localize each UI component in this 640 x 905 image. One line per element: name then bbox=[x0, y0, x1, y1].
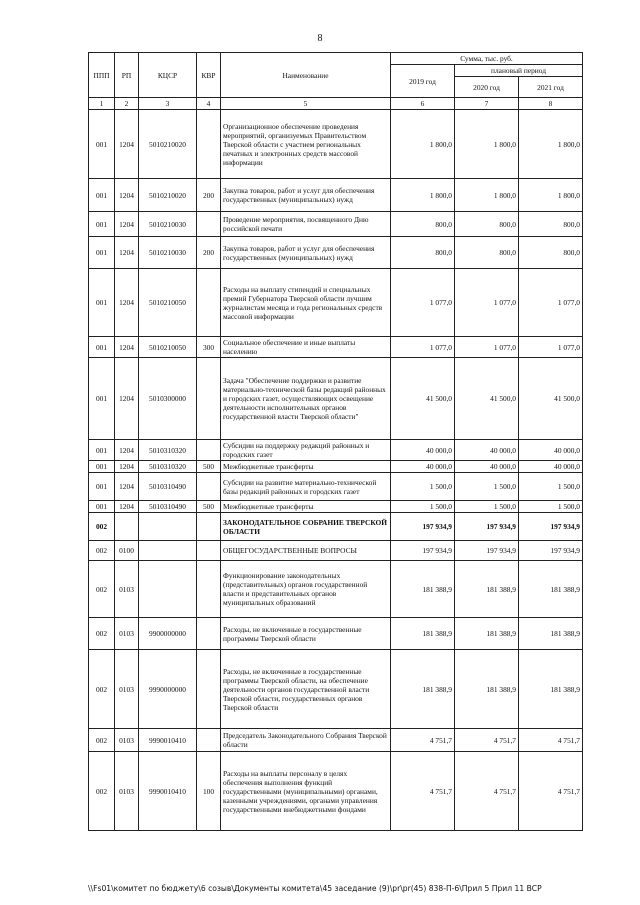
table-row bbox=[89, 337, 583, 358]
table-row bbox=[89, 501, 583, 513]
cell-kvr bbox=[197, 440, 221, 461]
table-row bbox=[89, 541, 583, 561]
cell-ppp: 002 bbox=[89, 752, 115, 831]
cell-2020: 1 077,0 bbox=[455, 269, 519, 337]
cell-2019: 800,0 bbox=[391, 237, 455, 269]
cell-name: Организационное обеспечение проведения мероприятий, организуемых Правительством Тверской области с участием региональных печатных и электронных средств массовой информации bbox=[221, 110, 391, 179]
cell-2020: 181 388,9 bbox=[455, 618, 519, 650]
cell-2019: 1 500,0 bbox=[391, 473, 455, 501]
cell-ppp: 001 bbox=[89, 501, 115, 513]
cell-2019: 41 500,0 bbox=[391, 358, 455, 440]
cell-rp: 1204 bbox=[115, 110, 139, 179]
header-2019: 2019 год bbox=[391, 65, 455, 98]
table-row bbox=[89, 473, 583, 501]
cell-2019: 1 077,0 bbox=[391, 337, 455, 358]
cell-name: Функционирование законодательных (представительных) органов государственной власти и представительных органов муниципальных образований bbox=[221, 561, 391, 618]
cell-2020: 181 388,9 bbox=[455, 561, 519, 618]
table-row bbox=[89, 461, 583, 473]
cell-2020: 1 800,0 bbox=[455, 179, 519, 212]
table-row bbox=[89, 561, 583, 618]
cell-name: ОБЩЕГОСУДАРСТВЕННЫЕ ВОПРОСЫ bbox=[221, 541, 391, 561]
cell-kvr: 100 bbox=[197, 752, 221, 831]
cell-2021: 1 500,0 bbox=[519, 473, 583, 501]
cell-2021: 800,0 bbox=[519, 237, 583, 269]
cell-name: Закупка товаров, работ и услуг для обеспечения государственных (муниципальных) нужд bbox=[221, 179, 391, 212]
cell-ppp: 002 bbox=[89, 618, 115, 650]
header-sum: Сумма, тыс. руб. bbox=[391, 53, 583, 65]
cell-rp bbox=[115, 513, 139, 541]
cell-name: Субсидии на поддержку редакций районных и городских газет bbox=[221, 440, 391, 461]
cell-2021: 1 077,0 bbox=[519, 337, 583, 358]
cell-kvr bbox=[197, 541, 221, 561]
cell-name: Межбюджетные трансферты bbox=[221, 461, 391, 473]
col-num-5: 5 bbox=[221, 98, 391, 110]
header-rp: РП bbox=[115, 53, 139, 98]
table-header bbox=[89, 53, 583, 110]
cell-ppp: 001 bbox=[89, 212, 115, 237]
cell-2019: 800,0 bbox=[391, 212, 455, 237]
cell-rp: 1204 bbox=[115, 212, 139, 237]
cell-kcsr: 5010210030 bbox=[139, 212, 197, 237]
cell-name: Проведение мероприятия, посвященного Дню российской печати bbox=[221, 212, 391, 237]
table-row bbox=[89, 179, 583, 212]
cell-2020: 181 388,9 bbox=[455, 650, 519, 729]
cell-kcsr: 9990010410 bbox=[139, 752, 197, 831]
cell-kcsr: 5010310320 bbox=[139, 461, 197, 473]
cell-2019: 1 800,0 bbox=[391, 110, 455, 179]
cell-kcsr: 5010310490 bbox=[139, 501, 197, 513]
cell-kcsr bbox=[139, 561, 197, 618]
cell-2019: 40 000,0 bbox=[391, 461, 455, 473]
cell-2021: 197 934,9 bbox=[519, 541, 583, 561]
footer-file-path: \\Fs01\комитет по бюджету\6 созыв\Документы комитета\45 заседание (9)\pr\pr(45) 838-П-6\Прил 5 Прил 11 ВСР bbox=[88, 884, 542, 893]
cell-rp: 1204 bbox=[115, 440, 139, 461]
cell-kvr: 500 bbox=[197, 501, 221, 513]
cell-2020: 40 000,0 bbox=[455, 440, 519, 461]
cell-kcsr bbox=[139, 541, 197, 561]
header-kcsr: КЦСР bbox=[139, 53, 197, 98]
cell-kvr: 200 bbox=[197, 179, 221, 212]
cell-kcsr: 5010210020 bbox=[139, 179, 197, 212]
cell-rp: 1204 bbox=[115, 179, 139, 212]
table-row bbox=[89, 237, 583, 269]
cell-rp: 1204 bbox=[115, 237, 139, 269]
col-num-6: 6 bbox=[391, 98, 455, 110]
cell-2020: 4 751,7 bbox=[455, 729, 519, 752]
table-row bbox=[89, 752, 583, 831]
cell-kvr bbox=[197, 212, 221, 237]
cell-rp: 0103 bbox=[115, 618, 139, 650]
cell-name: ЗАКОНОДАТЕЛЬНОЕ СОБРАНИЕ ТВЕРСКОЙ ОБЛАСТИ bbox=[221, 513, 391, 541]
header-number-row bbox=[89, 98, 583, 110]
cell-2020: 197 934,9 bbox=[455, 541, 519, 561]
cell-kcsr: 9900000000 bbox=[139, 618, 197, 650]
cell-kcsr: 5010310490 bbox=[139, 473, 197, 501]
cell-rp: 1204 bbox=[115, 269, 139, 337]
cell-2019: 197 934,9 bbox=[391, 541, 455, 561]
cell-2020: 800,0 bbox=[455, 212, 519, 237]
cell-2021: 41 500,0 bbox=[519, 358, 583, 440]
cell-name: Межбюджетные трансферты bbox=[221, 501, 391, 513]
cell-kcsr: 9990010410 bbox=[139, 729, 197, 752]
cell-2020: 197 934,9 bbox=[455, 513, 519, 541]
cell-kcsr: 5010210050 bbox=[139, 269, 197, 337]
cell-ppp: 002 bbox=[89, 650, 115, 729]
cell-ppp: 001 bbox=[89, 358, 115, 440]
cell-name: Социальное обеспечение и иные выплаты населению bbox=[221, 337, 391, 358]
table-row bbox=[89, 269, 583, 337]
cell-name: Субсидии на развитие материально-технической базы редакций районных и городских газет bbox=[221, 473, 391, 501]
cell-kvr: 200 bbox=[197, 237, 221, 269]
cell-2019: 1 500,0 bbox=[391, 501, 455, 513]
header-2020: 2020 год bbox=[455, 77, 519, 98]
cell-ppp: 002 bbox=[89, 729, 115, 752]
cell-rp: 0103 bbox=[115, 561, 139, 618]
cell-ppp: 002 bbox=[89, 513, 115, 541]
cell-rp: 0100 bbox=[115, 541, 139, 561]
cell-rp: 1204 bbox=[115, 473, 139, 501]
header-2021: 2021 год bbox=[519, 77, 583, 98]
cell-kvr bbox=[197, 561, 221, 618]
col-num-8: 8 bbox=[519, 98, 583, 110]
cell-2019: 1 800,0 bbox=[391, 179, 455, 212]
col-num-1: 1 bbox=[89, 98, 115, 110]
cell-ppp: 001 bbox=[89, 473, 115, 501]
budget-table bbox=[88, 52, 583, 831]
cell-2020: 4 751,7 bbox=[455, 752, 519, 831]
table-row bbox=[89, 650, 583, 729]
cell-kcsr: 9990000000 bbox=[139, 650, 197, 729]
cell-kvr bbox=[197, 473, 221, 501]
cell-name: Расходы на выплату стипендий и специальных премий Губернатора Тверской области лучшим журналистам месяца и года региональных средств массовой информации bbox=[221, 269, 391, 337]
table-row bbox=[89, 440, 583, 461]
cell-kcsr: 5010210020 bbox=[139, 110, 197, 179]
cell-2020: 1 500,0 bbox=[455, 473, 519, 501]
cell-2021: 1 500,0 bbox=[519, 501, 583, 513]
cell-rp: 1204 bbox=[115, 337, 139, 358]
header-kvr: КВР bbox=[197, 53, 221, 98]
cell-2021: 40 000,0 bbox=[519, 461, 583, 473]
cell-name: Расходы, не включенные в государственные программы Тверской области bbox=[221, 618, 391, 650]
cell-2019: 181 388,9 bbox=[391, 650, 455, 729]
cell-2019: 4 751,7 bbox=[391, 752, 455, 831]
cell-kvr bbox=[197, 110, 221, 179]
cell-rp: 0103 bbox=[115, 650, 139, 729]
col-num-4: 4 bbox=[197, 98, 221, 110]
cell-2020: 1 077,0 bbox=[455, 337, 519, 358]
cell-2021: 1 077,0 bbox=[519, 269, 583, 337]
cell-ppp: 001 bbox=[89, 269, 115, 337]
cell-rp: 0103 bbox=[115, 752, 139, 831]
table-row bbox=[89, 513, 583, 541]
table-row bbox=[89, 618, 583, 650]
cell-2021: 181 388,9 bbox=[519, 618, 583, 650]
cell-ppp: 001 bbox=[89, 110, 115, 179]
table-row bbox=[89, 358, 583, 440]
cell-2021: 800,0 bbox=[519, 212, 583, 237]
cell-kvr bbox=[197, 729, 221, 752]
cell-name: Председатель Законодательного Собрания Тверской области bbox=[221, 729, 391, 752]
cell-rp: 0103 bbox=[115, 729, 139, 752]
cell-name: Расходы на выплаты персоналу в целях обеспечения выполнения функций государственными (муниципальными) органами, казенными учреждениями, органами управления государственными внебюджетными фондами bbox=[221, 752, 391, 831]
cell-2020: 1 500,0 bbox=[455, 501, 519, 513]
cell-ppp: 001 bbox=[89, 440, 115, 461]
cell-kcsr bbox=[139, 513, 197, 541]
cell-2021: 1 800,0 bbox=[519, 179, 583, 212]
cell-ppp: 001 bbox=[89, 461, 115, 473]
table-row bbox=[89, 212, 583, 237]
cell-rp: 1204 bbox=[115, 461, 139, 473]
cell-2021: 181 388,9 bbox=[519, 650, 583, 729]
table-row bbox=[89, 110, 583, 179]
col-num-3: 3 bbox=[139, 98, 197, 110]
cell-ppp: 001 bbox=[89, 337, 115, 358]
cell-2020: 1 800,0 bbox=[455, 110, 519, 179]
cell-2019: 197 934,9 bbox=[391, 513, 455, 541]
cell-ppp: 001 bbox=[89, 237, 115, 269]
col-num-2: 2 bbox=[115, 98, 139, 110]
cell-2021: 4 751,7 bbox=[519, 752, 583, 831]
cell-2021: 197 934,9 bbox=[519, 513, 583, 541]
cell-2021: 4 751,7 bbox=[519, 729, 583, 752]
cell-2020: 40 000,0 bbox=[455, 461, 519, 473]
cell-2019: 40 000,0 bbox=[391, 440, 455, 461]
cell-2021: 40 000,0 bbox=[519, 440, 583, 461]
cell-kvr: 300 bbox=[197, 337, 221, 358]
cell-2019: 181 388,9 bbox=[391, 561, 455, 618]
cell-kvr bbox=[197, 618, 221, 650]
header-ppp: ППП bbox=[89, 53, 115, 98]
cell-2020: 41 500,0 bbox=[455, 358, 519, 440]
cell-2019: 1 077,0 bbox=[391, 269, 455, 337]
cell-kvr bbox=[197, 513, 221, 541]
cell-kvr: 500 bbox=[197, 461, 221, 473]
cell-kvr bbox=[197, 269, 221, 337]
cell-kvr bbox=[197, 358, 221, 440]
page-number: 8 bbox=[317, 33, 323, 44]
cell-ppp: 002 bbox=[89, 561, 115, 618]
table-row bbox=[89, 729, 583, 752]
cell-kvr bbox=[197, 650, 221, 729]
cell-rp: 1204 bbox=[115, 358, 139, 440]
cell-2021: 181 388,9 bbox=[519, 561, 583, 618]
cell-2020: 800,0 bbox=[455, 237, 519, 269]
header-plan-period: плановый период bbox=[455, 65, 583, 77]
cell-kcsr: 5010310320 bbox=[139, 440, 197, 461]
cell-name: Расходы, не включенные в государственные программы Тверской области, на обеспечение деятельности органов государственной власти Тверской области, государственных органов Тверской области bbox=[221, 650, 391, 729]
table-body bbox=[89, 110, 583, 831]
cell-name: Задача "Обеспечение поддержки и развитие материально-технической базы редакций районных и городских газет, осуществляющих освещение деятельности исполнительных органов государственной власти Тверской области" bbox=[221, 358, 391, 440]
cell-rp: 1204 bbox=[115, 501, 139, 513]
cell-kcsr: 5010210030 bbox=[139, 237, 197, 269]
header-name: Наименование bbox=[221, 53, 391, 98]
cell-2021: 1 800,0 bbox=[519, 110, 583, 179]
cell-name: Закупка товаров, работ и услуг для обеспечения государственных (муниципальных) нужд bbox=[221, 237, 391, 269]
cell-kcsr: 5010210050 bbox=[139, 337, 197, 358]
cell-2019: 4 751,7 bbox=[391, 729, 455, 752]
col-num-7: 7 bbox=[455, 98, 519, 110]
cell-kcsr: 5010300000 bbox=[139, 358, 197, 440]
cell-ppp: 002 bbox=[89, 541, 115, 561]
cell-2019: 181 388,9 bbox=[391, 618, 455, 650]
cell-ppp: 001 bbox=[89, 179, 115, 212]
